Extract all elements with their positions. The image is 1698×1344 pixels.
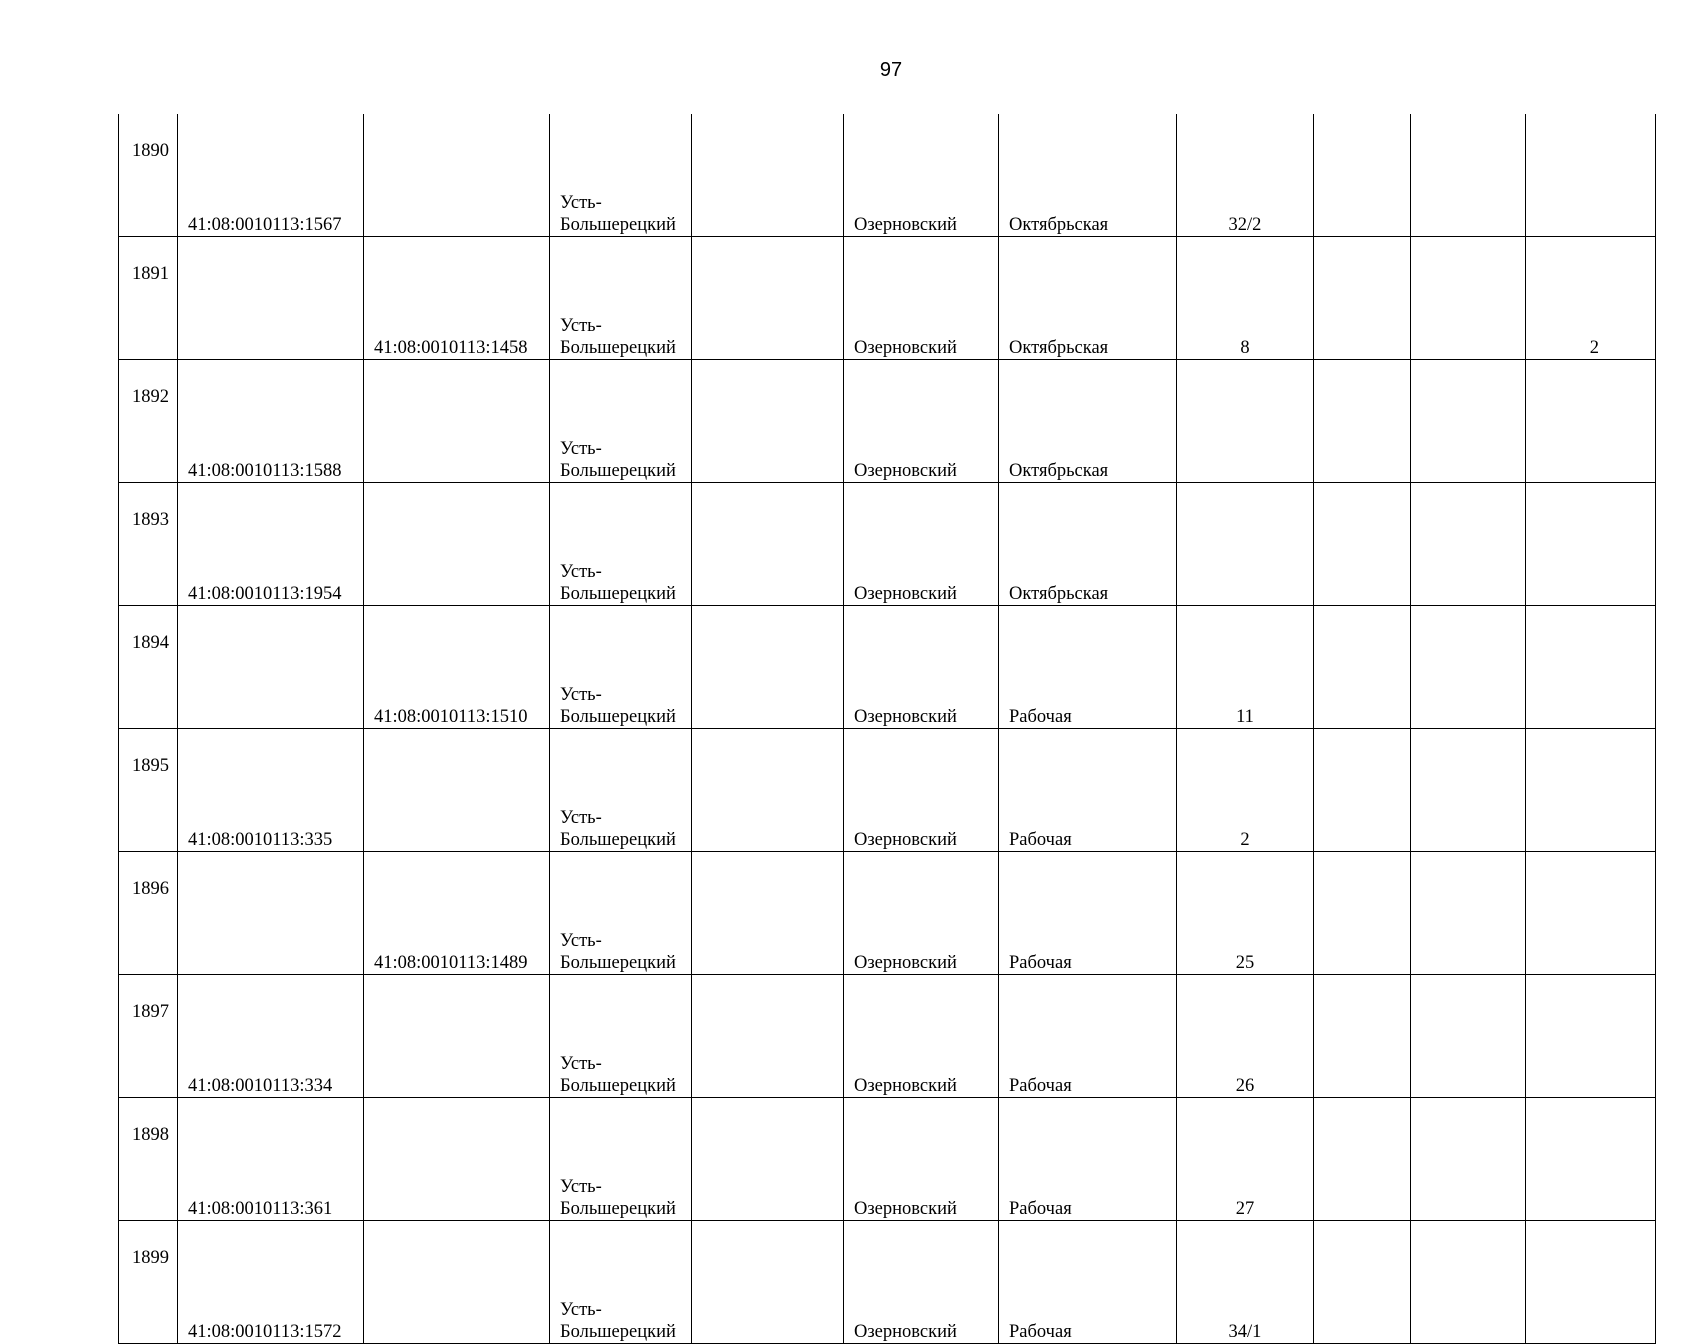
table-row (119, 975, 1656, 1098)
extra-cell-2 (1411, 1221, 1526, 1344)
extra-cell-1 (1314, 852, 1411, 975)
row-number-cell: 1897 (119, 975, 178, 1098)
cadastral-number-alt-cell: 41:08:0010113:1458 (364, 237, 550, 360)
extra-cell-1 (1314, 975, 1411, 1098)
district-cell: Усть-Большерецкий (550, 1098, 692, 1221)
extra-cell-3 (1526, 114, 1656, 237)
extra-cell-3 (1526, 606, 1656, 729)
row-number-cell: 1890 (119, 114, 178, 237)
row-number-cell: 1894 (119, 606, 178, 729)
cadastral-number-alt-cell: 41:08:0010113:1510 (364, 606, 550, 729)
row-number-cell: 1896 (119, 852, 178, 975)
table-row (119, 114, 1656, 237)
empty-cell (692, 483, 844, 606)
district-cell: Усть-Большерецкий (550, 1221, 692, 1344)
cadastral-number-alt-cell (364, 1221, 550, 1344)
table-row (119, 360, 1656, 483)
settlement-cell: Озерновский (844, 975, 999, 1098)
cadastral-number-cell: 41:08:0010113:1572 (178, 1221, 364, 1344)
house-number-cell: 25 (1177, 852, 1314, 975)
house-number-cell: 2 (1177, 729, 1314, 852)
cadastral-number-cell (178, 237, 364, 360)
cadastral-number-alt-cell (364, 360, 550, 483)
table-row (119, 852, 1656, 975)
cadastral-number-cell: 41:08:0010113:334 (178, 975, 364, 1098)
extra-cell-1 (1314, 1221, 1411, 1344)
settlement-cell: Озерновский (844, 852, 999, 975)
extra-cell-2 (1411, 483, 1526, 606)
settlement-cell: Озерновский (844, 606, 999, 729)
cadastral-number-cell (178, 852, 364, 975)
street-cell: Октябрьская (999, 114, 1177, 237)
extra-cell-3 (1526, 1221, 1656, 1344)
empty-cell (692, 237, 844, 360)
cadastral-number-cell (178, 606, 364, 729)
empty-cell (692, 1221, 844, 1344)
extra-cell-1 (1314, 729, 1411, 852)
street-cell: Рабочая (999, 606, 1177, 729)
row-number-cell: 1893 (119, 483, 178, 606)
row-number-cell: 1899 (119, 1221, 178, 1344)
extra-cell-1 (1314, 360, 1411, 483)
street-cell: Рабочая (999, 1221, 1177, 1344)
extra-cell-3 (1526, 360, 1656, 483)
street-cell: Рабочая (999, 1098, 1177, 1221)
empty-cell (692, 852, 844, 975)
extra-cell-3 (1526, 1098, 1656, 1221)
house-number-cell: 11 (1177, 606, 1314, 729)
empty-cell (692, 1098, 844, 1221)
settlement-cell: Озерновский (844, 1221, 999, 1344)
cadastral-number-cell: 41:08:0010113:1954 (178, 483, 364, 606)
table-row (119, 606, 1656, 729)
street-cell: Рабочая (999, 852, 1177, 975)
house-number-cell: 26 (1177, 975, 1314, 1098)
extra-cell-2 (1411, 360, 1526, 483)
extra-cell-1 (1314, 606, 1411, 729)
registry-table (118, 114, 1656, 1344)
district-cell: Усть-Большерецкий (550, 483, 692, 606)
street-cell: Рабочая (999, 729, 1177, 852)
district-cell: Усть-Большерецкий (550, 360, 692, 483)
house-number-cell: 27 (1177, 1098, 1314, 1221)
table-row (119, 483, 1656, 606)
house-number-cell: 8 (1177, 237, 1314, 360)
extra-cell-1 (1314, 114, 1411, 237)
empty-cell (692, 360, 844, 483)
extra-cell-2 (1411, 729, 1526, 852)
table-row (119, 1098, 1656, 1221)
cadastral-number-cell: 41:08:0010113:1588 (178, 360, 364, 483)
district-cell: Усть-Большерецкий (550, 975, 692, 1098)
empty-cell (692, 975, 844, 1098)
row-number-cell: 1891 (119, 237, 178, 360)
house-number-cell: 32/2 (1177, 114, 1314, 237)
street-cell: Октябрьская (999, 237, 1177, 360)
district-cell: Усть-Большерецкий (550, 237, 692, 360)
street-cell: Рабочая (999, 975, 1177, 1098)
empty-cell (692, 729, 844, 852)
district-cell: Усть-Большерецкий (550, 729, 692, 852)
page-number: 97 (879, 59, 903, 81)
cadastral-number-cell: 41:08:0010113:1567 (178, 114, 364, 237)
extra-cell-3 (1526, 852, 1656, 975)
district-cell: Усть-Большерецкий (550, 114, 692, 237)
extra-cell-1 (1314, 237, 1411, 360)
settlement-cell: Озерновский (844, 237, 999, 360)
extra-cell-2 (1411, 114, 1526, 237)
cadastral-number-alt-cell: 41:08:0010113:1489 (364, 852, 550, 975)
extra-cell-2 (1411, 852, 1526, 975)
extra-cell-2 (1411, 606, 1526, 729)
table-row (119, 237, 1656, 360)
extra-cell-2 (1411, 975, 1526, 1098)
cadastral-number-cell: 41:08:0010113:335 (178, 729, 364, 852)
extra-cell-3: 2 (1526, 237, 1656, 360)
street-cell: Октябрьская (999, 360, 1177, 483)
district-cell: Усть-Большерецкий (550, 852, 692, 975)
cadastral-number-alt-cell (364, 1098, 550, 1221)
row-number-cell: 1892 (119, 360, 178, 483)
extra-cell-1 (1314, 483, 1411, 606)
cadastral-number-alt-cell (364, 729, 550, 852)
house-number-cell: 34/1 (1177, 1221, 1314, 1344)
row-number-cell: 1895 (119, 729, 178, 852)
house-number-cell (1177, 360, 1314, 483)
extra-cell-1 (1314, 1098, 1411, 1221)
extra-cell-3 (1526, 729, 1656, 852)
extra-cell-2 (1411, 237, 1526, 360)
extra-cell-3 (1526, 975, 1656, 1098)
table-row (119, 1221, 1656, 1344)
settlement-cell: Озерновский (844, 483, 999, 606)
table-body (119, 114, 1656, 1344)
house-number-cell (1177, 483, 1314, 606)
cadastral-number-alt-cell (364, 975, 550, 1098)
settlement-cell: Озерновский (844, 729, 999, 852)
settlement-cell: Озерновский (844, 114, 999, 237)
empty-cell (692, 606, 844, 729)
street-cell: Октябрьская (999, 483, 1177, 606)
empty-cell (692, 114, 844, 237)
cadastral-number-cell: 41:08:0010113:361 (178, 1098, 364, 1221)
settlement-cell: Озерновский (844, 1098, 999, 1221)
cadastral-number-alt-cell (364, 114, 550, 237)
table-row (119, 729, 1656, 852)
extra-cell-2 (1411, 1098, 1526, 1221)
cadastral-number-alt-cell (364, 483, 550, 606)
extra-cell-3 (1526, 483, 1656, 606)
row-number-cell: 1898 (119, 1098, 178, 1221)
district-cell: Усть-Большерецкий (550, 606, 692, 729)
settlement-cell: Озерновский (844, 360, 999, 483)
